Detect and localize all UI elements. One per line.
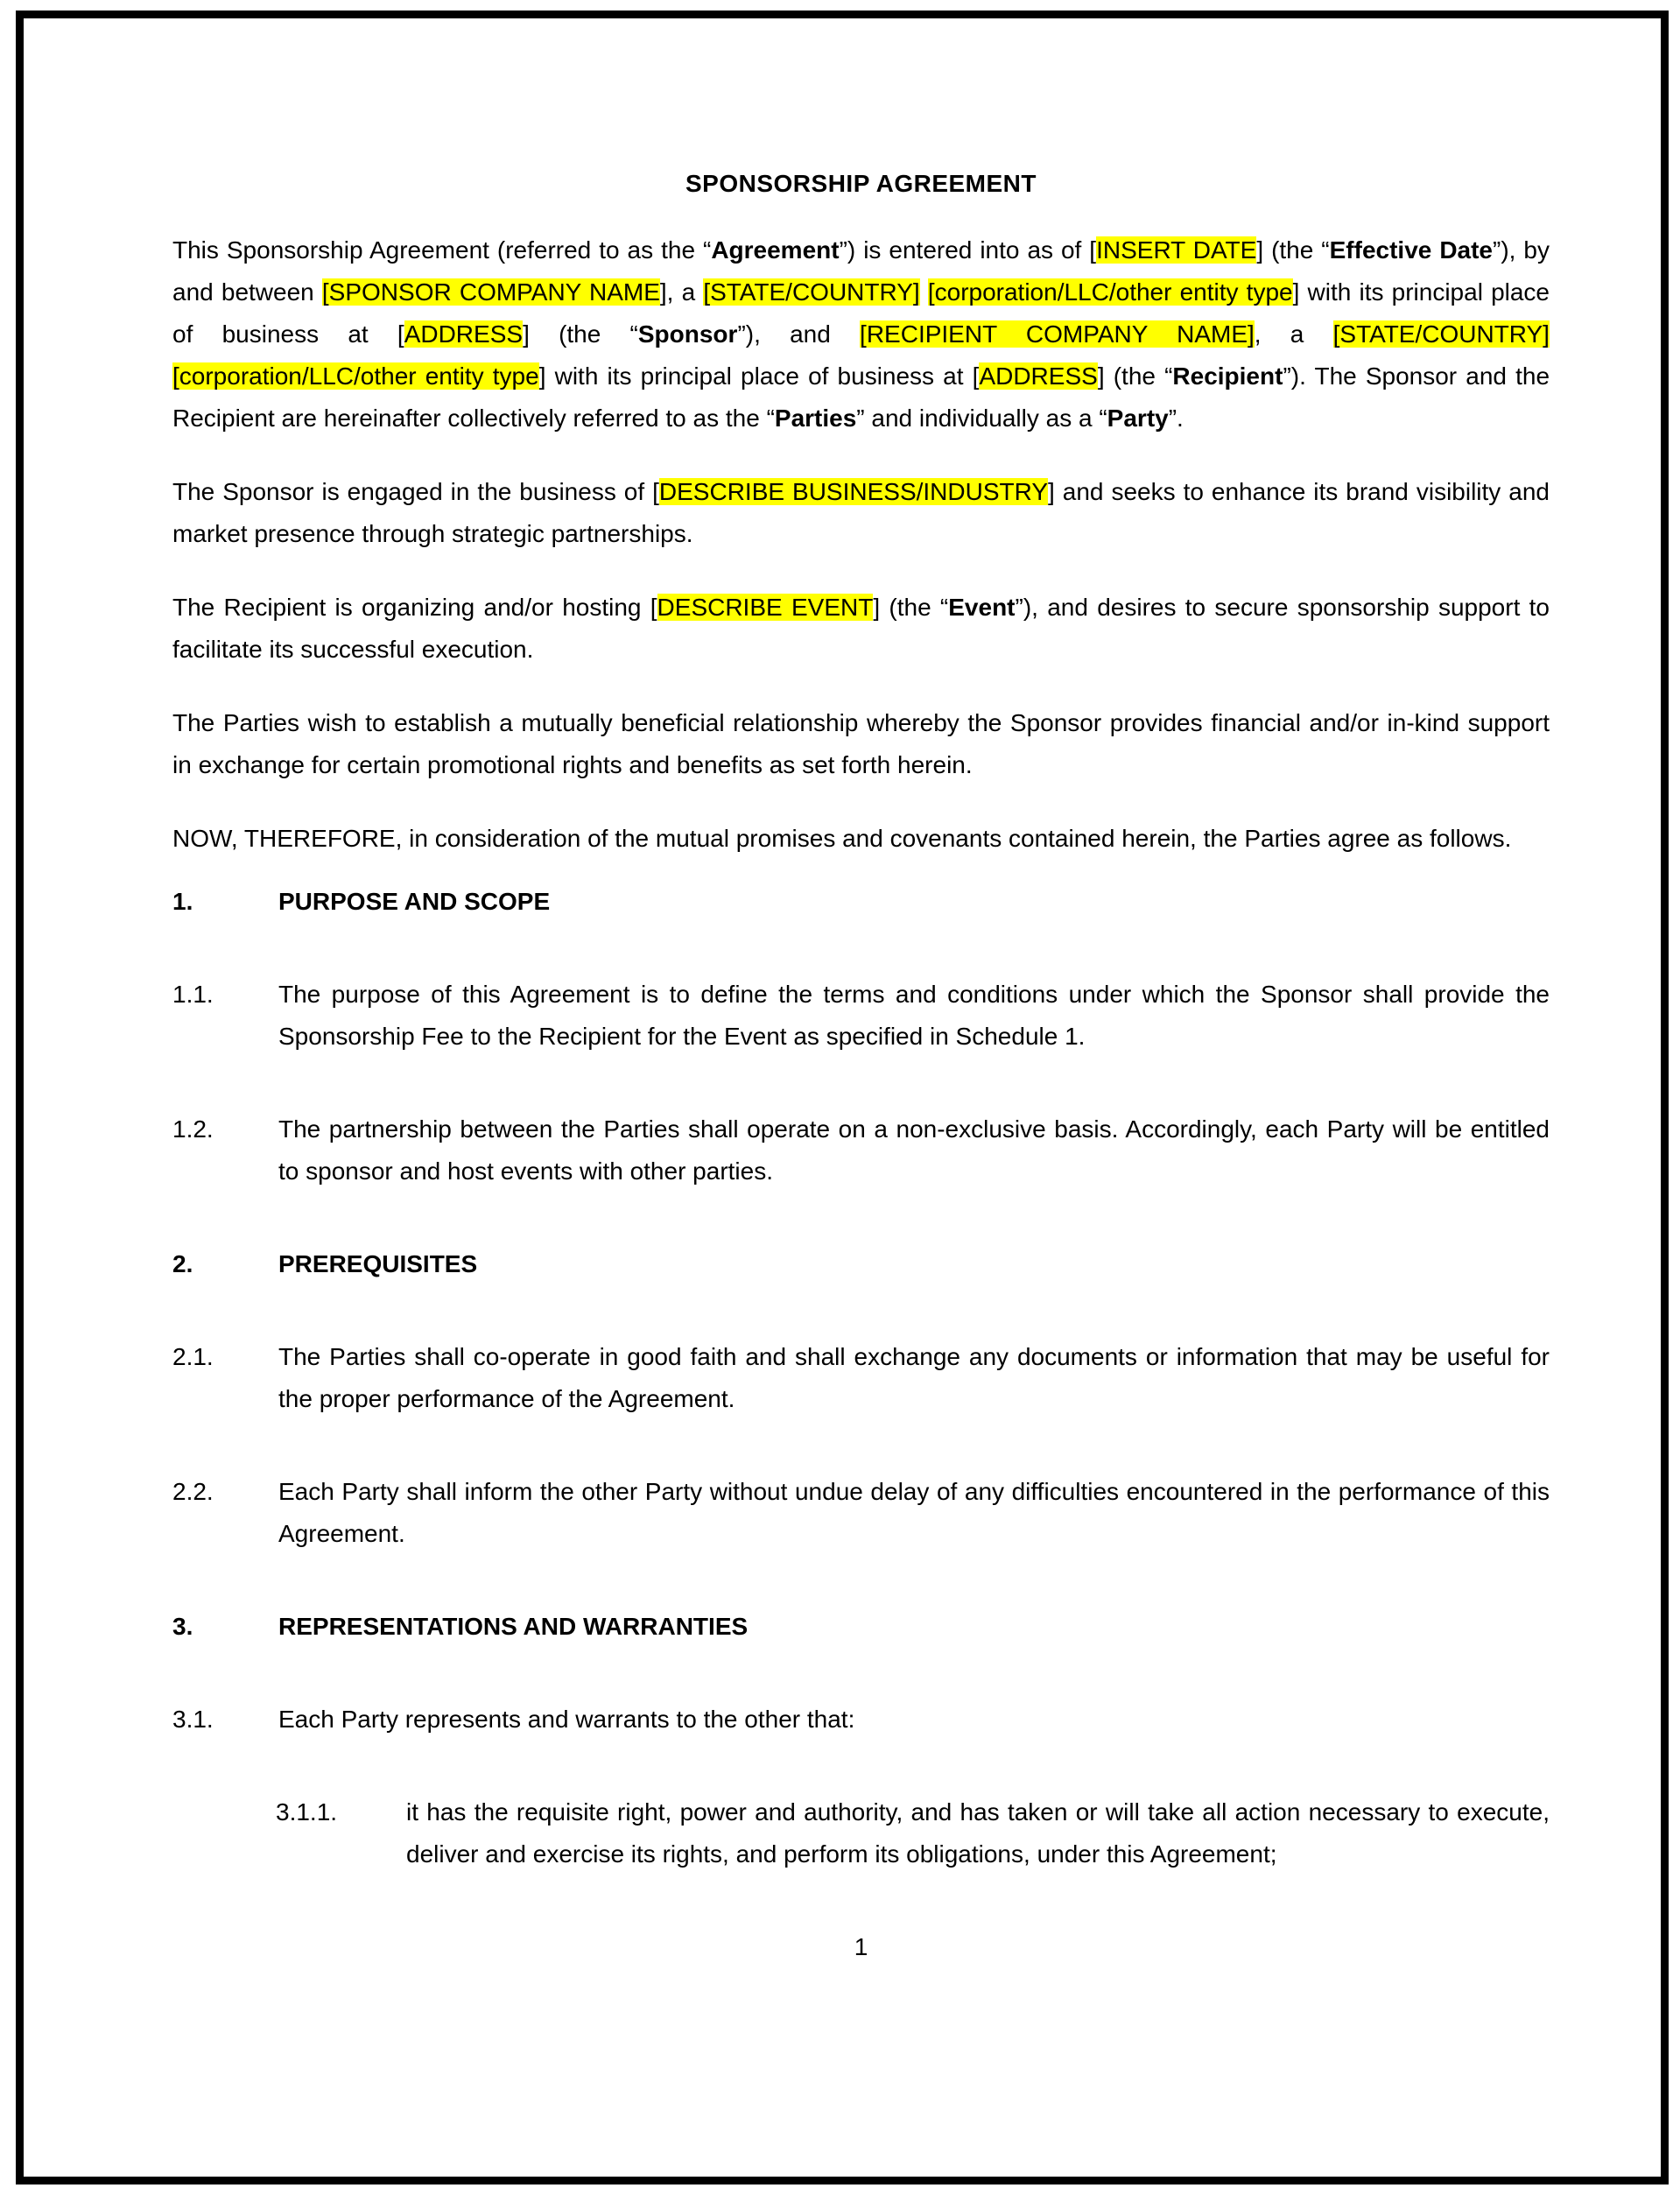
placeholder-highlight: [SPONSOR COMPANY NAME <box>321 278 660 306</box>
text-run: ] with its principal place of business at [ <box>172 278 1550 348</box>
placeholder-highlight: DESCRIBE BUSINESS/INDUSTRY <box>658 478 1049 505</box>
placeholder-highlight: [corporation/LLC/other entity type <box>927 278 1293 306</box>
placeholder-highlight: [STATE/COUNTRY] <box>1332 320 1550 348</box>
text-run: The Recipient is organizing and/or hosting [ <box>172 594 657 621</box>
defined-term: Sponsor <box>637 320 738 348</box>
defined-term: Effective Date <box>1329 236 1494 264</box>
placeholder-highlight: ADDRESS <box>979 362 1098 390</box>
defined-term: Recipient <box>1172 362 1283 390</box>
text-run: ], a <box>659 278 704 306</box>
clause-text <box>278 1108 1550 1192</box>
placeholder-highlight: [corporation/LLC/other entity type <box>172 362 539 390</box>
section-heading-2 <box>172 1243 1550 1285</box>
text-run: , a <box>1254 320 1333 348</box>
text-run: ”. <box>1168 405 1184 432</box>
clause-text <box>278 1336 1550 1420</box>
text-run: ] (the “ <box>523 320 638 348</box>
clause-number: 3.1. <box>172 1706 214 1733</box>
clause-number: 2.2. <box>172 1478 214 1505</box>
clause-text <box>278 1471 1550 1555</box>
sponsor-business-paragraph <box>172 471 1550 555</box>
clause-number: 2.1. <box>172 1343 214 1370</box>
document-title: SPONSORSHIP AGREEMENT <box>685 170 1037 197</box>
text-run: The Sponsor is engaged in the business of [ <box>172 478 659 505</box>
text-run: ”) is entered into as of [ <box>839 236 1097 264</box>
text-run: Each Party represents and warrants to the other that: <box>278 1706 855 1733</box>
text-run: ” and individually as a “ <box>856 405 1107 432</box>
defined-term: Parties <box>774 405 857 432</box>
clause-1-1 <box>172 974 1550 1058</box>
text-run <box>920 278 928 306</box>
text-run: NOW, THEREFORE, in consideration of the mutual promises and covenants contained herein, the Parties agree as follows. <box>172 825 1512 852</box>
text-run: Each Party shall inform the other Party without undue delay of any difficulties encountered in the performance of this Agreement. <box>278 1478 1550 1547</box>
clause-1-2 <box>172 1108 1550 1192</box>
section-heading-text: REPRESENTATIONS AND WARRANTIES <box>278 1613 749 1640</box>
text-run: ”). The Sponsor and the Recipient are hereinafter collectively referred to as the “ <box>172 362 1550 432</box>
text-run: it has the requisite right, power and authority, and has taken or will take all action necessary to execute, deliver and exercise its rights, and perform its obligations, under this Agreement; <box>406 1798 1550 1868</box>
text-run: The purpose of this Agreement is to define the terms and conditions under which the Sponsor shall provide the Sponsorship Fee to the Recipient for the Event as specified in Schedule 1. <box>278 981 1550 1050</box>
text-run: ”), and desires to secure sponsorship support to facilitate its successful execution. <box>172 594 1550 663</box>
text-run: ] (the “ <box>1256 236 1330 264</box>
section-number: 1. <box>172 888 193 915</box>
clause-3-1-1 <box>172 1791 1550 1875</box>
clause-3-1 <box>172 1699 1550 1741</box>
clause-2-2 <box>172 1471 1550 1555</box>
page-number: 1 <box>854 1933 868 1960</box>
section-heading-text: PREREQUISITES <box>278 1250 478 1277</box>
text-run: The Parties shall co-operate in good faith and shall exchange any documents or information that may be useful for the proper performance of the Agreement. <box>278 1343 1550 1412</box>
mutual-benefit-paragraph <box>172 702 1550 786</box>
section-number: 2. <box>172 1250 193 1277</box>
section-number: 3. <box>172 1613 193 1640</box>
section-heading-3 <box>172 1606 1550 1648</box>
text-run: This Sponsorship Agreement (referred to as the “ <box>172 236 712 264</box>
text-run: ] (the “ <box>1097 362 1173 390</box>
clause-number: 3.1.1. <box>276 1798 338 1826</box>
document-page <box>16 11 1669 2184</box>
now-therefore-paragraph <box>172 818 1550 860</box>
placeholder-highlight: DESCRIBE EVENT <box>657 594 874 621</box>
clause-number: 1.1. <box>172 981 214 1008</box>
text-run: ”), and <box>737 320 861 348</box>
placeholder-highlight: [RECIPIENT COMPANY NAME] <box>860 320 1255 348</box>
clause-text <box>406 1791 1550 1875</box>
document-body <box>172 163 1550 1968</box>
intro-paragraph <box>172 229 1550 440</box>
text-run: ] (the “ <box>873 594 949 621</box>
placeholder-highlight: ADDRESS <box>404 320 524 348</box>
text-run: The Parties wish to establish a mutually beneficial relationship whereby the Sponsor provides financial and/or in-kind support in exchange for certain promotional rights and benefits as set forth herein. <box>172 709 1550 778</box>
text-run: ] with its principal place of business at [ <box>538 362 980 390</box>
clause-text <box>278 974 1550 1058</box>
text-run: The partnership between the Parties shall operate on a non-exclusive basis. Accordingly, each Party will be entitled to sponsor and host events with other parties. <box>278 1115 1550 1185</box>
defined-term: Party <box>1107 405 1169 432</box>
placeholder-highlight: INSERT DATE <box>1096 236 1257 264</box>
text-run: ] and seeks to enhance its brand visibility and market presence through strategic partnerships. <box>172 478 1550 547</box>
clause-number: 1.2. <box>172 1115 214 1143</box>
recipient-event-paragraph <box>172 587 1550 671</box>
defined-term: Event <box>948 594 1016 621</box>
section-heading-text: PURPOSE AND SCOPE <box>278 888 551 915</box>
defined-term: Agreement <box>711 236 840 264</box>
section-heading-1 <box>172 881 1550 923</box>
clause-2-1 <box>172 1336 1550 1420</box>
text-run: ”), by and between <box>172 236 1550 306</box>
placeholder-highlight: [STATE/COUNTRY] <box>703 278 920 306</box>
clause-text <box>278 1699 1550 1741</box>
